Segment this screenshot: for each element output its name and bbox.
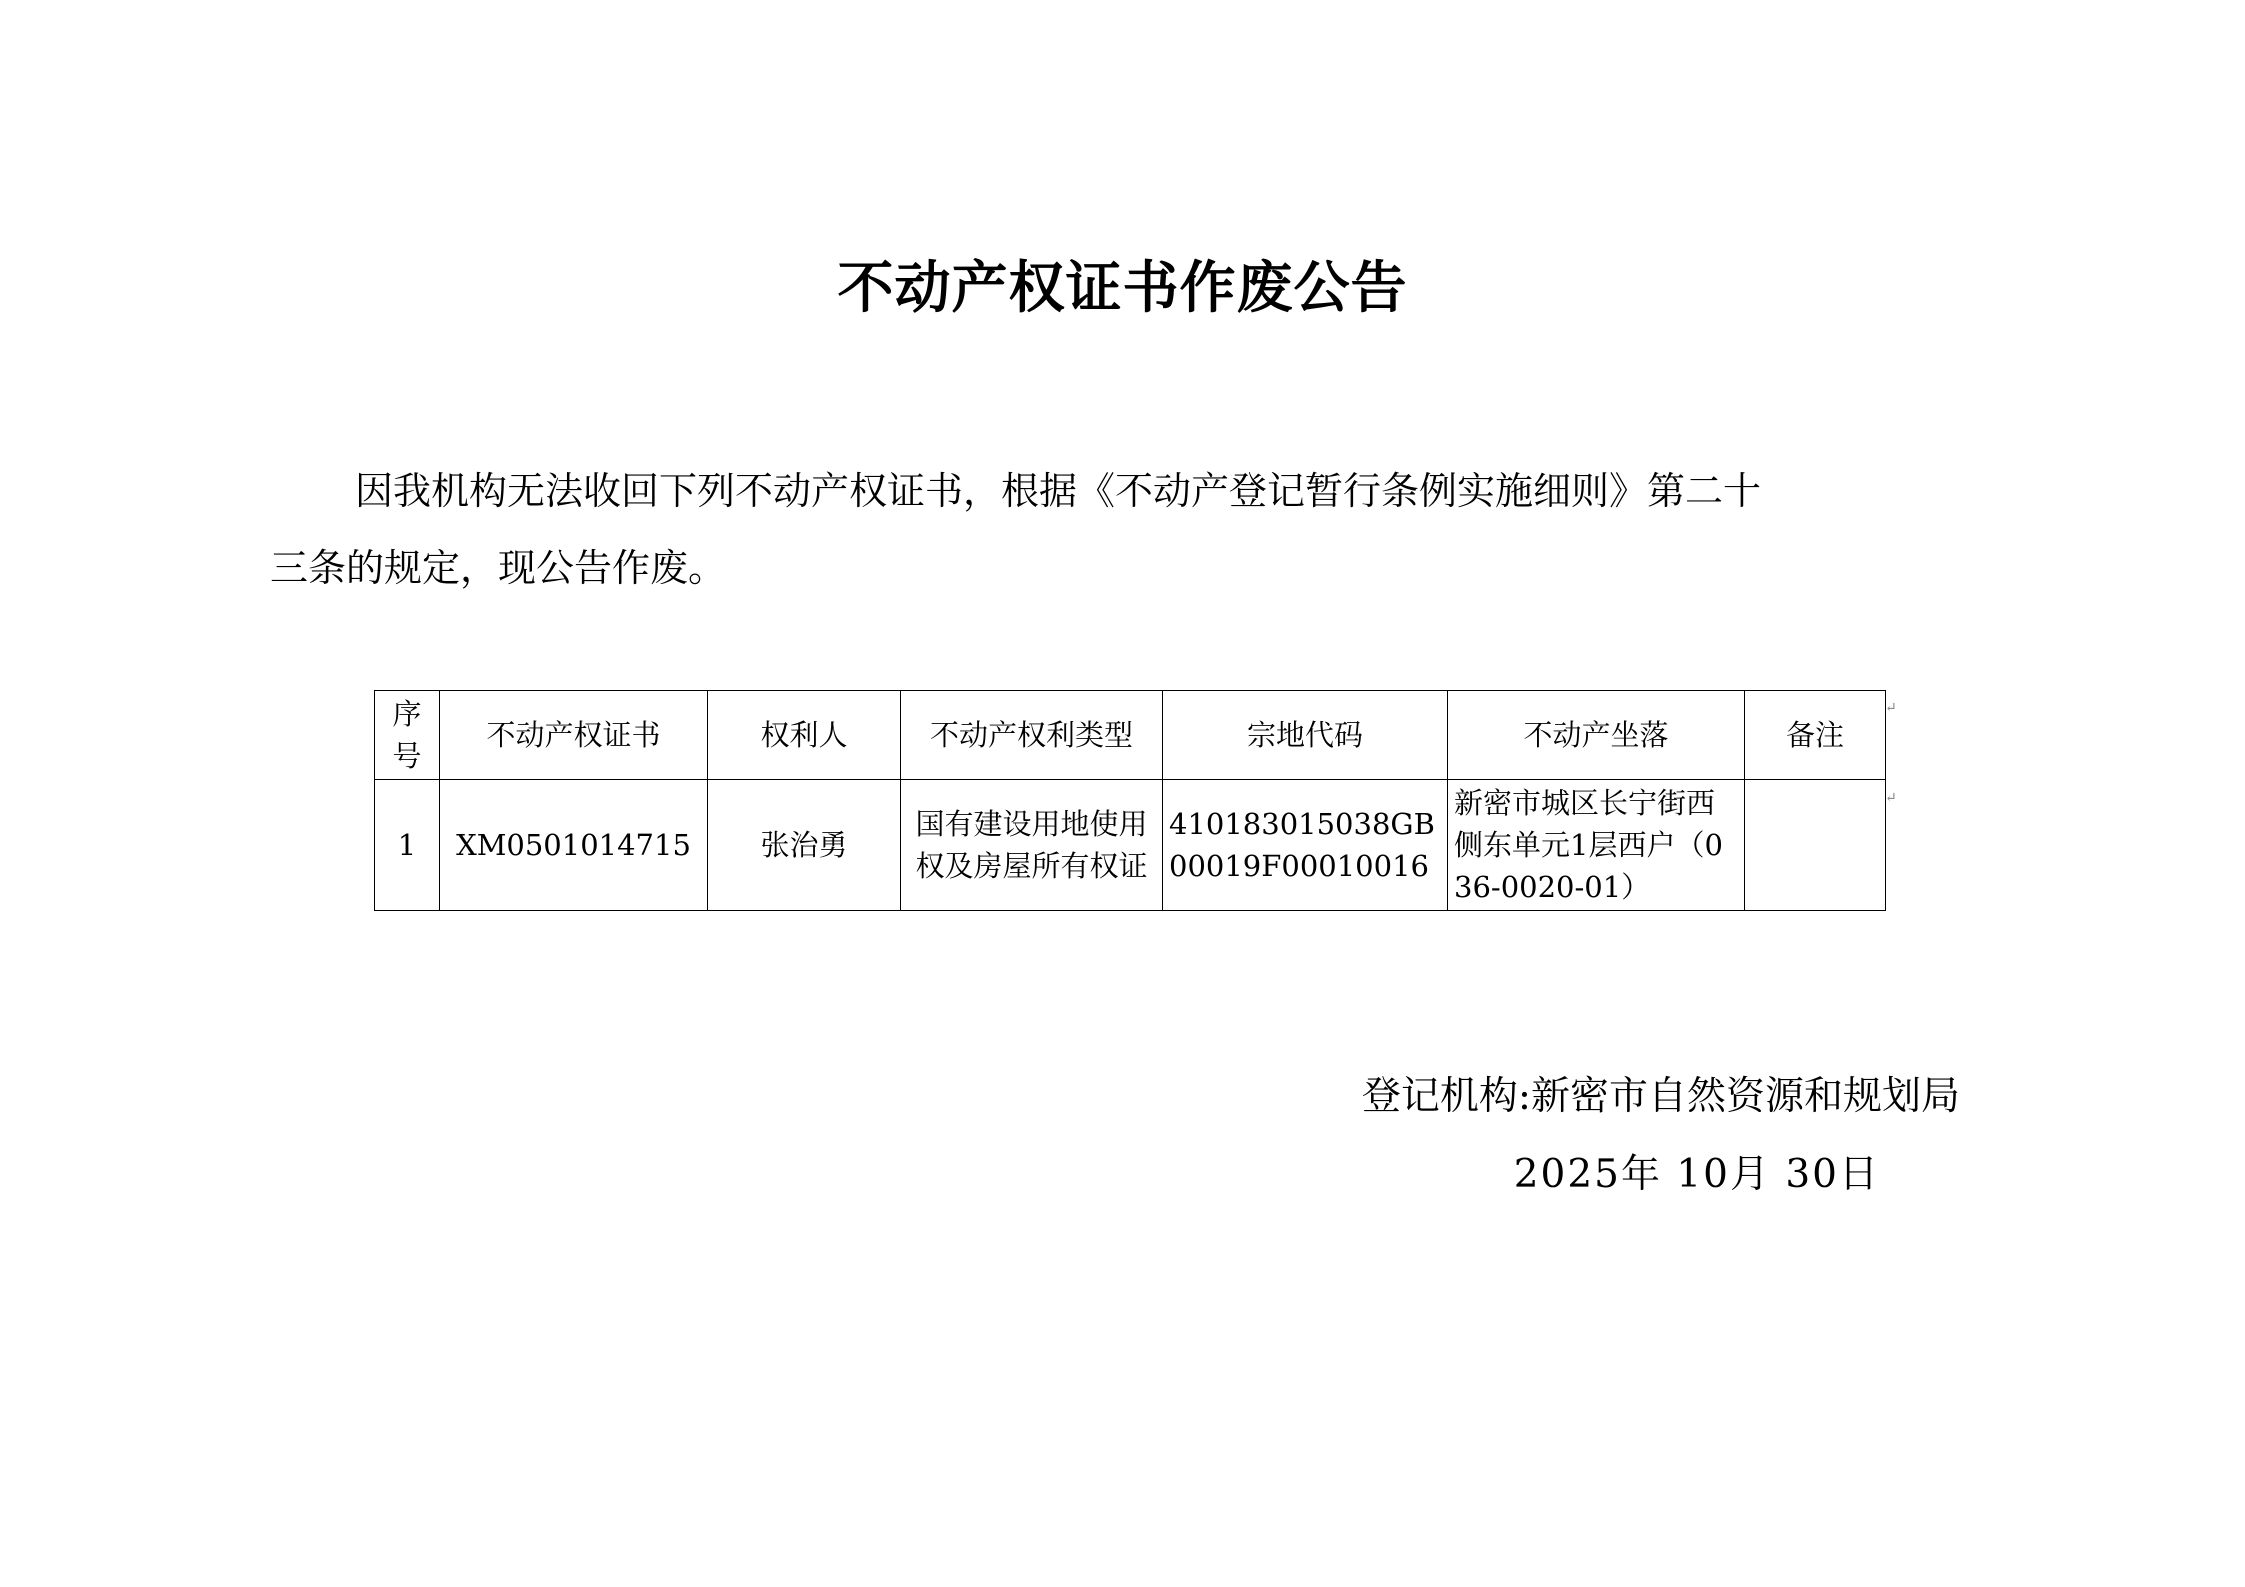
cell-remarks: [1745, 780, 1886, 911]
header-parcel-code: 宗地代码: [1163, 691, 1448, 780]
table-header-row: [375, 691, 1886, 780]
cell-holder: 张治勇: [708, 780, 901, 911]
certificate-table: [374, 690, 1886, 911]
cell-seq: 1: [375, 780, 440, 911]
cell-right-type: 国有建设用地使用权及房屋所有权证: [901, 780, 1163, 911]
paragraph-mark: ↵: [1885, 700, 1897, 716]
header-location: 不动产坐落: [1448, 691, 1745, 780]
header-holder: 权利人: [708, 691, 901, 780]
header-seq: 序号: [375, 691, 440, 780]
table-row: [375, 780, 1886, 911]
registration-agency: 登记机构:新密市自然资源和规划局: [1361, 1074, 1960, 1119]
paragraph-mark: ↵: [1885, 790, 1897, 806]
notice-paragraph-line-1: 因我机构无法收回下列不动产权证书，根据《不动产登记暂行条例实施细则》第二十: [355, 469, 1762, 513]
notice-date: 2025年 10月 30日: [1513, 1152, 1880, 1197]
header-right-type: 不动产权利类型: [901, 691, 1163, 780]
notice-paragraph-line-2: 三条的规定，现公告作废。: [270, 546, 727, 590]
cell-parcel-code: 410183015038GB00019F00010016: [1163, 780, 1448, 911]
cell-location: 新密市城区长宁街西侧东单元1层西户（036-0020-01）: [1448, 780, 1745, 911]
header-remarks: 备注: [1745, 691, 1886, 780]
notice-title: 不动产权证书作废公告: [837, 255, 1408, 321]
cell-certificate: XM0501014715: [440, 780, 708, 911]
header-certificate: 不动产权证书: [440, 691, 708, 780]
